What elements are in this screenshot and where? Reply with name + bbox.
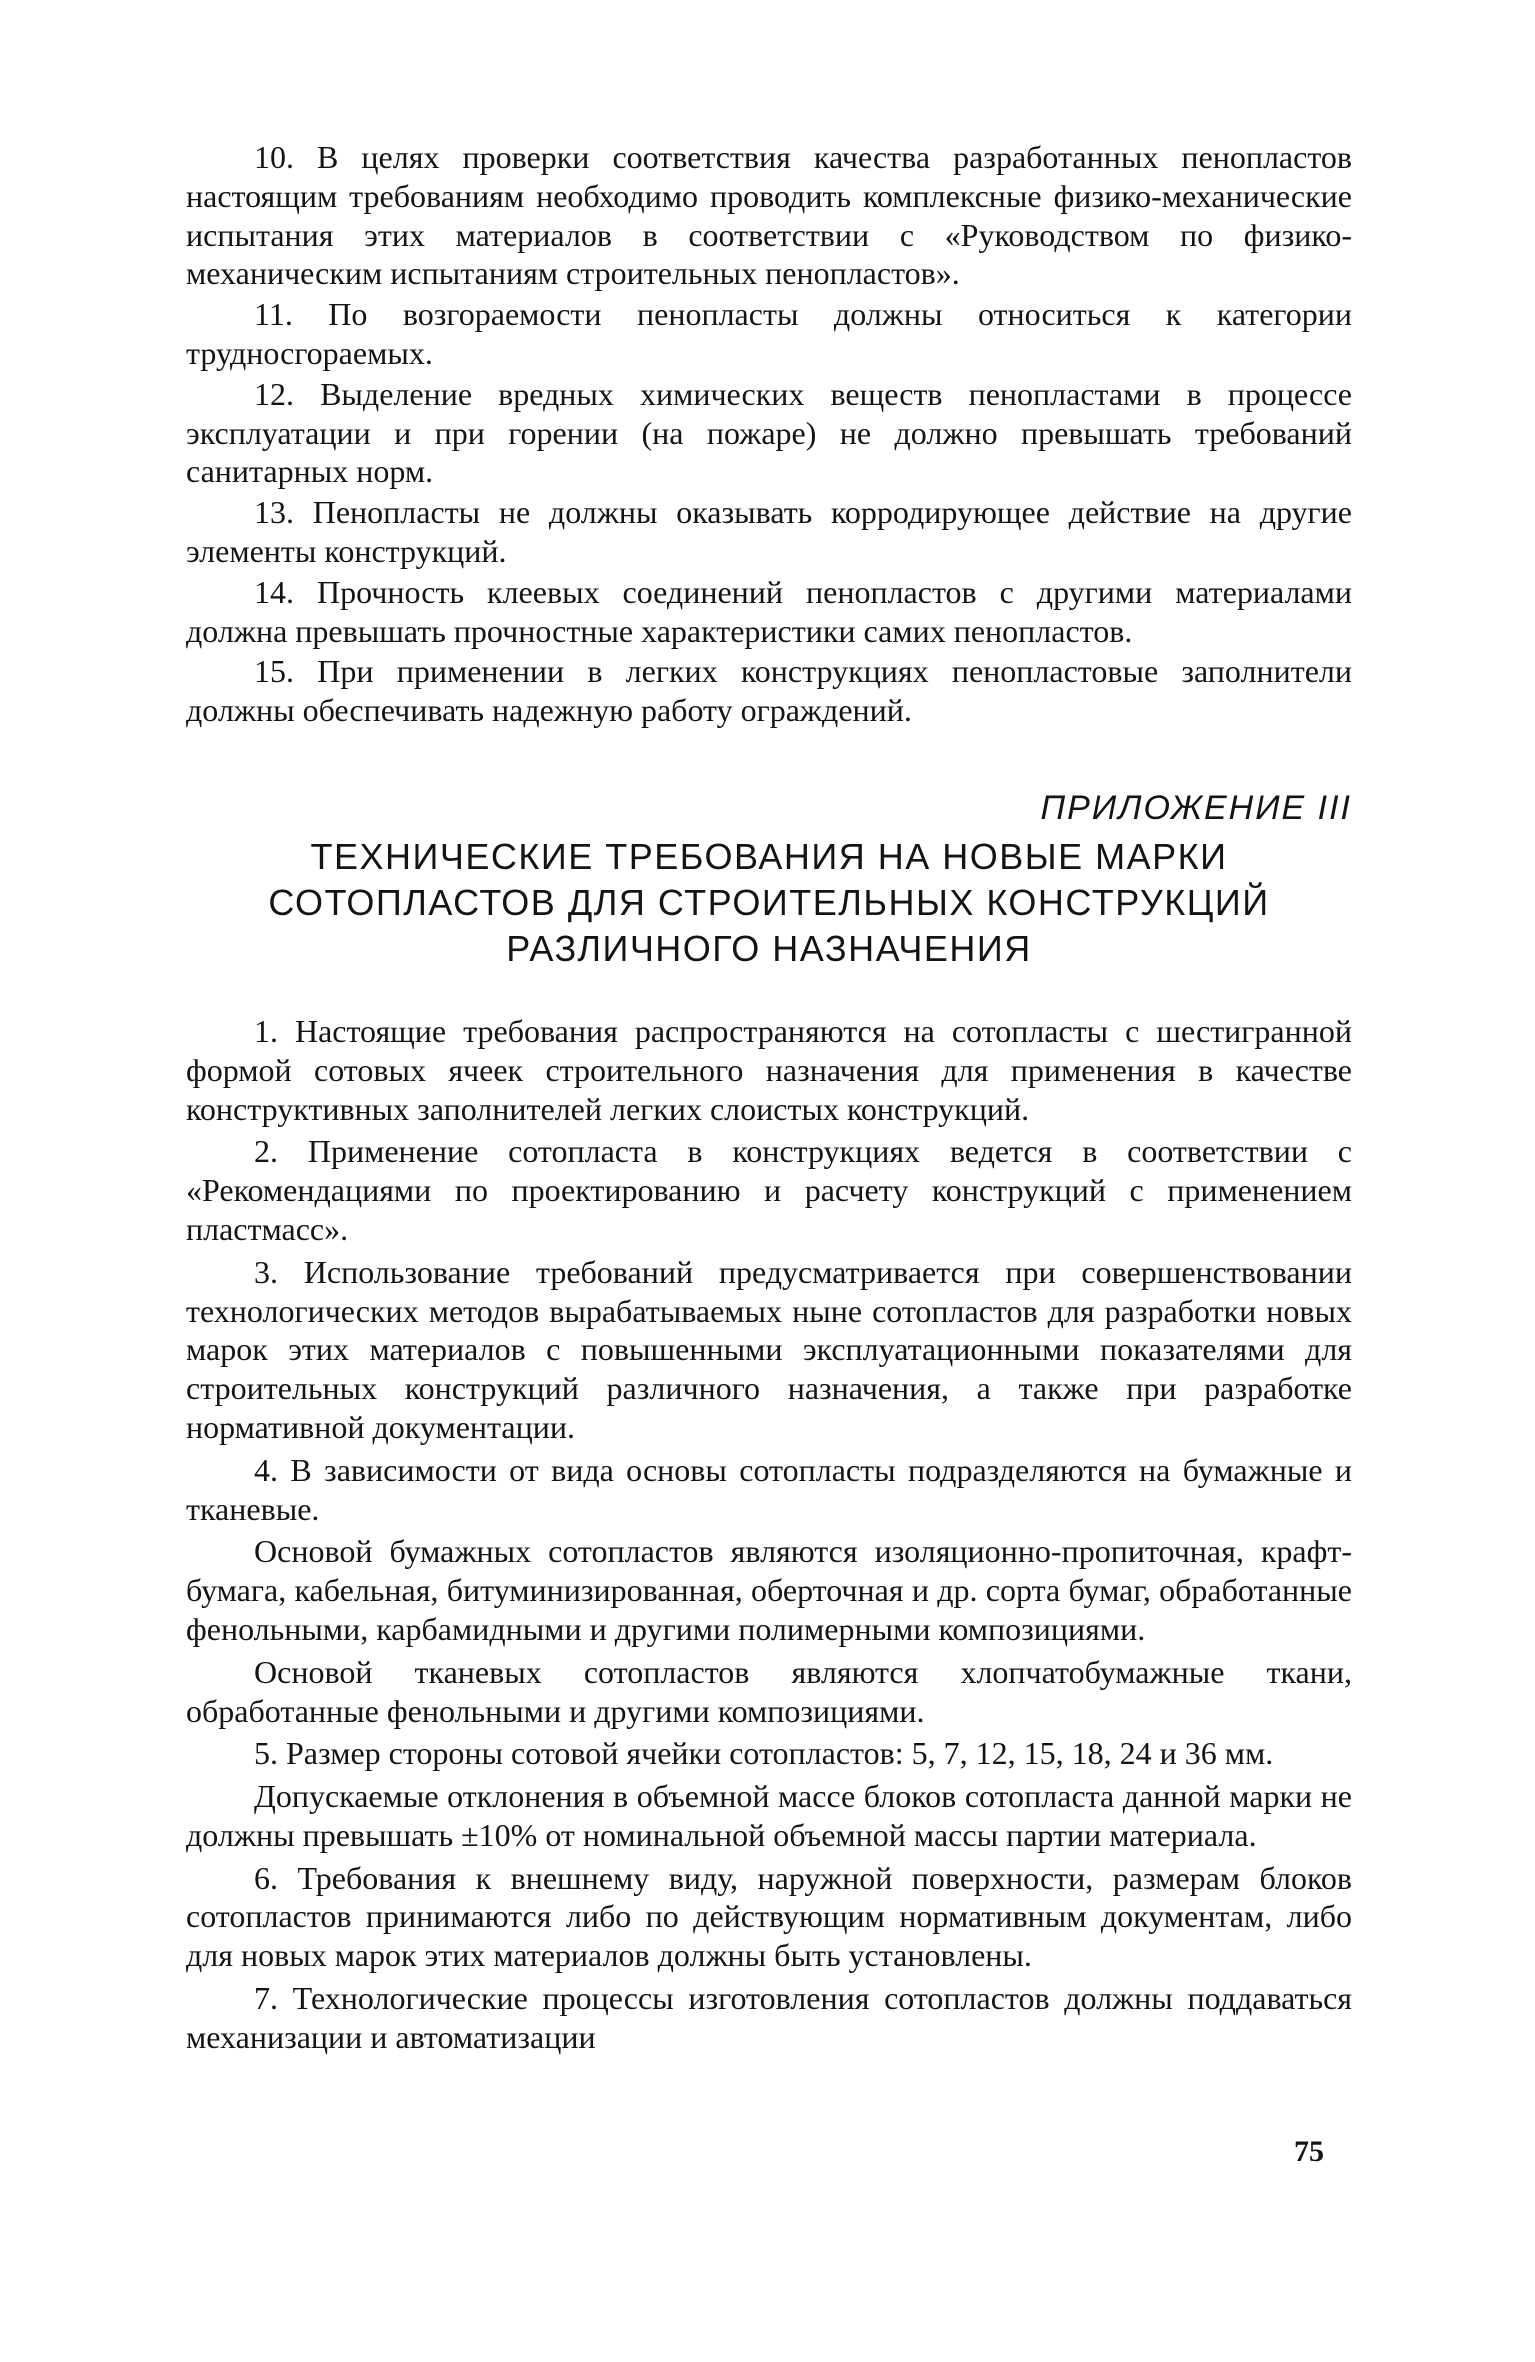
appendix-paragraph-2: 2. Применение сотопласта в конструкциях ведется в соответствии с «Рекомендациями по проектированию и расчету конструкций с применением пластмасс». xyxy=(186,1133,1352,1247)
appendix-paragraph-3: 3. Использование требований предусматривается при совершенствовании технологических методов вырабатываемых ныне сотопластов для разработки новых марок этих материалов с повышенными эксплуатационными показателями для строительных конструкций различного назначения, а также при разработке нормативной документации. xyxy=(186,1253,1352,1445)
appendix-title-line-1: ТЕХНИЧЕСКИЕ ТРЕБОВАНИЯ НА НОВЫЕ МАРКИ xyxy=(310,835,1228,877)
paragraph-12: 12. Выделение вредных химических веществ пенопластами в процессе эксплуатации и при горении (на пожаре) не должно превышать требований санитарных норм. xyxy=(186,375,1352,490)
paragraph-10: 10. В целях проверки соответствия качества разработанных пенопластов настоящим требованиям необходимо проводить комплексные физико-механические испытания этих материалов в соответствии с «Руководством по физико-механическим испытаниям строительных пенопластов». xyxy=(186,139,1352,292)
appendix-paragraph-7: 7. Технологические процессы изготовления сотопластов должны поддаваться механизации и автоматизации xyxy=(186,1980,1352,2055)
appendix-paragraph-6: 6. Требования к внешнему виду, наружной поверхности, размерам блоков сотопластов принимаются либо по действующим нормативным документам, либо для новых марок этих материалов должны быть установлены. xyxy=(186,1859,1352,1974)
appendix-paragraph-5-tolerance: Допускаемые отклонения в объемной массе блоков сотопласта данной марки не должны превышать ±10% от номинальной объемной массы партии материала. xyxy=(186,1778,1352,1853)
appendix-paragraph-4: 4. В зависимости от вида основы сотопласты подразделяются на бумажные и тканевые. xyxy=(186,1451,1352,1527)
appendix-label: ПРИЛОЖЕНИЕ III xyxy=(1040,788,1352,827)
appendix-title-line-3: РАЗЛИЧНОГО НАЗНАЧЕНИЯ xyxy=(506,927,1032,969)
appendix-title xyxy=(186,834,1352,972)
paragraph-11: 11. По возгораемости пенопласты должны относиться к категории трудносгораемых. xyxy=(186,296,1352,371)
page-number: 75 xyxy=(1294,2135,1324,2168)
appendix-paragraph-4-paper: Основой бумажных сотопластов являются изоляционно-пропиточная, крафт-бумага, кабельная, битуминизированная, оберточная и др. сорта бумаг, обработанные фенольными, карбамидными и другими полимерными композициями. xyxy=(186,1533,1352,1647)
appendix-body xyxy=(186,1012,1352,2057)
appendix-title-line-2: СОТОПЛАСТОВ ДЛЯ СТРОИТЕЛЬНЫХ КОНСТРУКЦИЙ xyxy=(268,881,1270,923)
appendix-paragraph-5: 5. Размер стороны сотовой ячейки сотопластов: 5, 7, 12, 15, 18, 24 и 36 мм. xyxy=(254,1735,1274,1772)
document-page xyxy=(186,138,1352,2061)
paragraph-15: 15. При применении в легких конструкциях пенопластовые заполнители должны обеспечивать надежную работу ограждений. xyxy=(186,653,1352,729)
paragraph-14: 14. Прочность клеевых соединений пенопластов с другими материалами должна превышать прочностные характеристики самих пенопластов. xyxy=(186,573,1352,649)
appendix-paragraph-1: 1. Настоящие требования распространяются на сотопласты с шестигранной формой сотовых ячеек строительного назначения для применения в качестве конструктивных заполнителей легких слоистых конструкций. xyxy=(186,1012,1352,1127)
appendix-paragraph-4-fabric: Основой тканевых сотопластов являются хлопчатобумажные ткани, обработанные фенольными и другими композициями. xyxy=(186,1653,1352,1729)
requirements-continued xyxy=(186,138,1352,730)
paragraph-13: 13. Пенопласты не должны оказывать корродирующее действие на другие элементы конструкций. xyxy=(186,494,1352,569)
